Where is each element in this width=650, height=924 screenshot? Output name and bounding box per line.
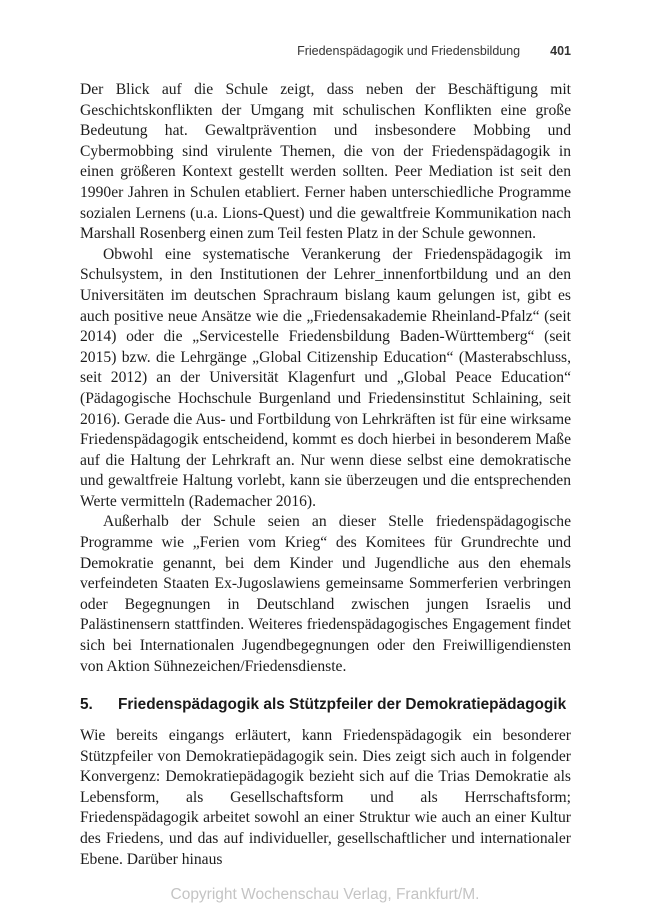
running-header-title: Friedenspädagogik und Friedensbildung xyxy=(297,44,521,58)
paragraph-teacher-training: Obwohl eine systematische Verankerung der Friedenspädagogik im Schulsystem, in den Institutionen der Lehrer_innenfortbildung und an den Universitäten im deutschen Sprachraum bislang kaum gelungen ist, gibt es auch positive neue Ansätze wie die „Friedensakademie Rheinland-Pfalz“ (seit 2014) oder die „Servicestelle Friedensbildung Baden-Württemberg“ (seit 2015) bzw. die Lehrgänge „Global Citizenship Education“ (Masterabschluss, seit 2012) an der Universität Klagenfurt und „Global Peace Education“ (Pädagogische Hochschule Burgenland und Friedensinstitut Schlaining, seit 2016). Gerade die Aus- und Fortbildung von Lehrkräften ist für eine wirksame Friedenspädagogik entscheidend, kommt es doch hierbei in besonderem Maße auf die Haltung der Lehrkraft an. Nur wenn diese selbst eine demokratische und gewaltfreie Haltung vorlebt, kann sie überzeugen und die entsprechenden Werte vermitteln (Rademacher 2016). xyxy=(80,245,571,510)
paragraph-democracy-pedagogy: Wie bereits eingangs erläutert, kann Friedenspädagogik ein besonderer Stützpfeiler von Demokratiepädagogik sein. Dies zeigt sich auch in folgender Konvergenz: Demokratiepädagogik bezieht sich auf die Trias Demokratie als Lebensform, als Gesellschaftsform und als Herrschaftsform; Friedenspädagogik arbeitet sowohl an einer Struktur wie auch an einer Kultur des Friedens, und das auf individueller, gesellschaftlicher und internationaler Ebene. Darüber hinaus xyxy=(80,727,571,868)
section-body xyxy=(80,726,571,870)
paragraph-school-conflicts: Der Blick auf die Schule zeigt, dass neben der Beschäftigung mit Geschichtskonflikten der Umgang mit schulischen Konflikten eine große Bedeutung hat. Gewaltprävention und insbesondere Mobbing und Cybermobbing sind virulente Themen, die von der Friedenspädagogik in einen größeren Kontext gestellt werden sollten. Peer Mediation ist seit den 1990er Jahren in Schulen etabliert. Ferner haben unterschiedliche Programme sozialen Lernens (u.a. Lions-Quest) und die gewaltfreie Kommunikation nach Marshall Rosenberg einen zum Teil festen Platz in der Schule gewonnen. xyxy=(80,81,571,243)
page-number: 401 xyxy=(550,44,571,58)
section-title: Friedenspädagogik als Stützpfeiler der Demokratiepädagogik xyxy=(118,696,567,713)
body-text xyxy=(80,80,571,677)
section-heading xyxy=(80,696,571,714)
section-number: 5. xyxy=(80,696,93,713)
running-header xyxy=(80,44,571,58)
paragraph-extracurricular-programs: Außerhalb der Schule seien an dieser Stelle friedenspädagogische Programme wie „Ferien vom Krieg“ des Komitees für Grundrechte und Demokratie genannt, bei dem Kinder und Jugendliche aus den ehemals verfeindeten Staaten Ex-Jugoslawiens gemeinsame Sommerferien verbringen oder Begegnungen in Deutschland zwischen jungen Israelis und Palästinensern stattfinden. Weiteres friedenspädagogisches Engagement findet sich bei Internationalen Jugendbegegnungen oder den Freiwilligendiensten von Aktion Sühnezeichen/Friedensdienste. xyxy=(80,513,571,675)
copyright-notice: Copyright Wochenschau Verlag, Frankfurt/M. xyxy=(170,886,480,903)
